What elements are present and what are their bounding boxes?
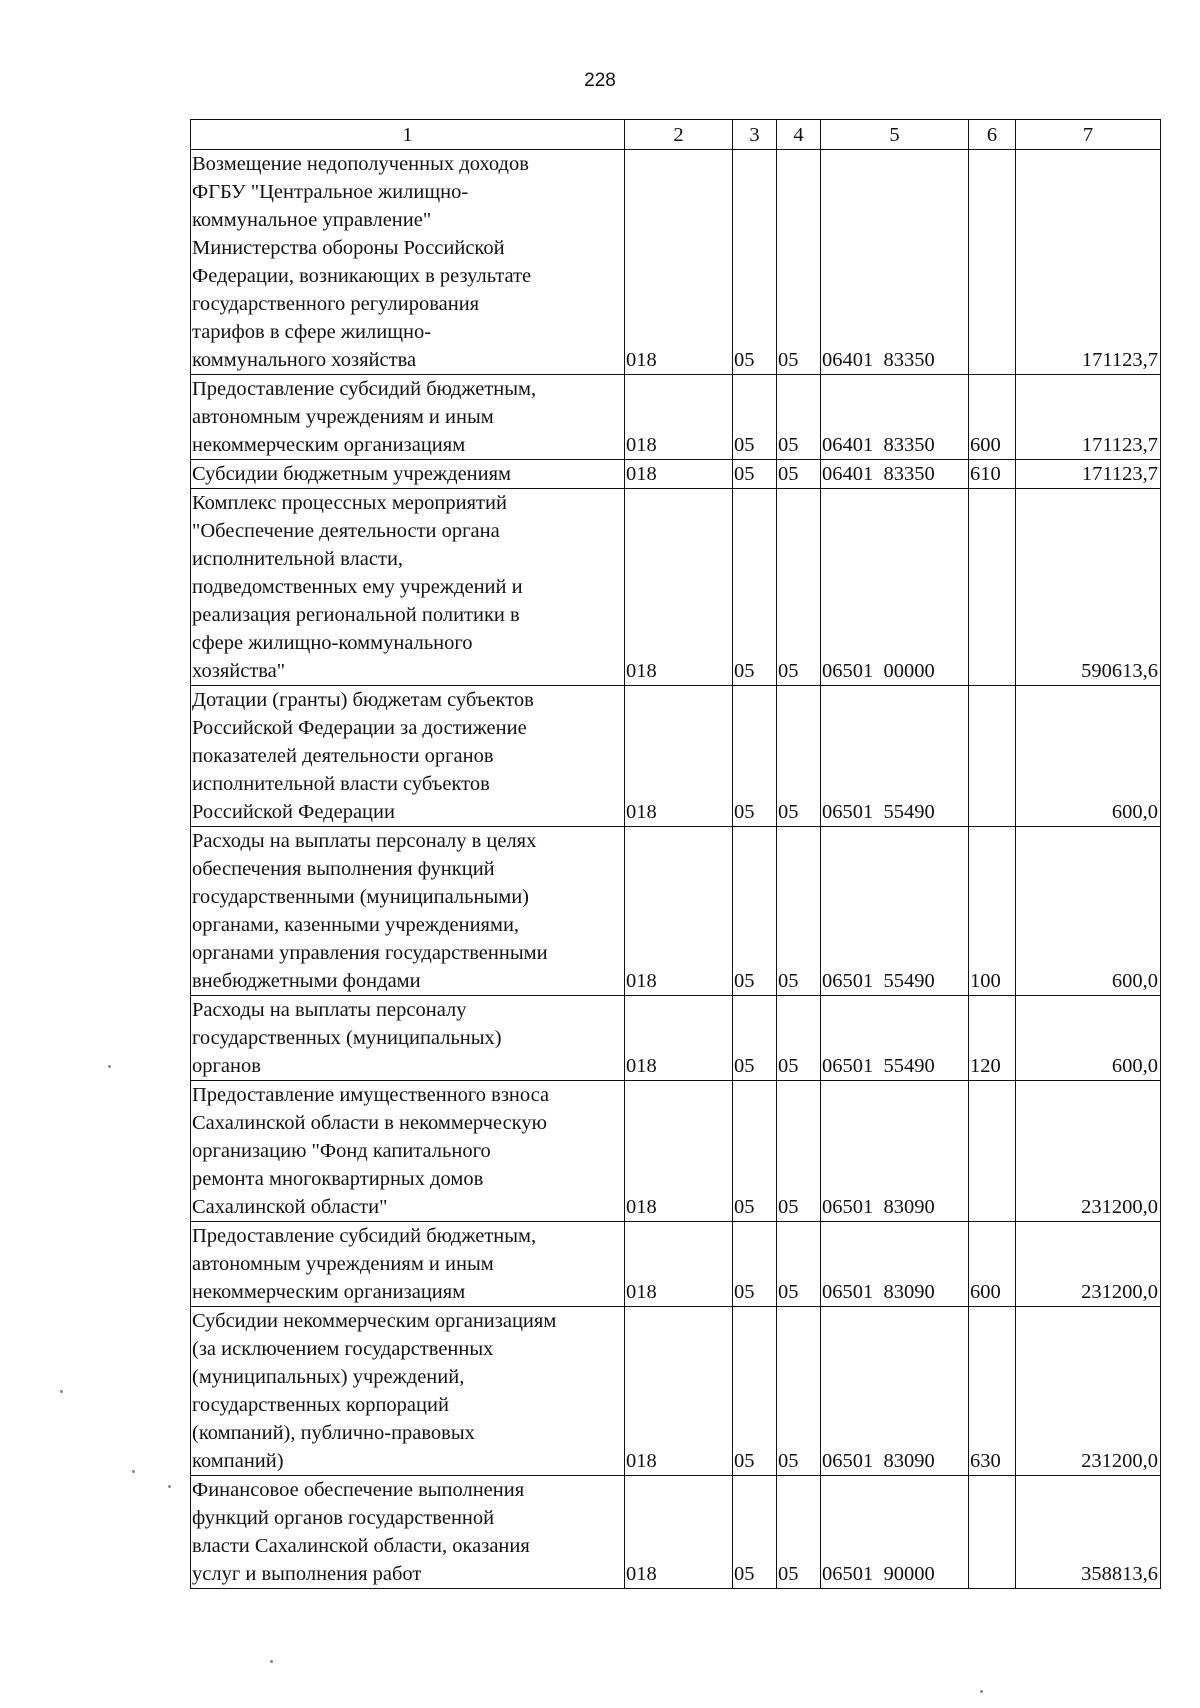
item-name-line: Возмещение недополученных доходов	[192, 153, 529, 175]
section-code-cell: 05	[733, 686, 777, 827]
item-name-line: (компаний), публично-правовых	[192, 1422, 475, 1444]
item-name-line: подведомственных ему учреждений и	[192, 576, 523, 598]
item-name-line: некоммерческим организациям	[192, 1281, 466, 1303]
item-name-cell	[191, 1476, 625, 1589]
header-cell: 7	[1016, 120, 1161, 150]
target-article-cell: 06501 00000	[821, 489, 969, 686]
table-row	[191, 996, 1161, 1081]
item-name-cell	[191, 460, 625, 489]
expense-type-cell	[969, 1476, 1016, 1589]
expense-type-cell	[969, 686, 1016, 827]
scan-speck	[270, 1660, 273, 1663]
section-code-cell: 05	[733, 1222, 777, 1307]
ministry-code-cell: 018	[625, 375, 733, 460]
item-name-cell	[191, 489, 625, 686]
section-code-cell: 05	[733, 1081, 777, 1222]
scan-speck	[980, 1690, 983, 1693]
item-name-line: власти Сахалинской области, оказания	[192, 1535, 530, 1557]
amount-cell: 600,0	[1016, 996, 1161, 1081]
item-name-line: Комплекс процессных мероприятий	[192, 492, 507, 514]
budget-table	[190, 119, 1161, 1589]
subsection-code-cell: 05	[777, 827, 821, 996]
header-row	[191, 120, 1161, 150]
item-name-line: Российской Федерации	[192, 801, 395, 823]
item-name-line: хозяйства"	[192, 660, 286, 682]
subsection-code-cell: 05	[777, 150, 821, 375]
item-name-cell	[191, 996, 625, 1081]
item-name-line: исполнительной власти субъектов	[192, 773, 490, 795]
item-name-line: органами управления государственными	[192, 942, 548, 964]
target-article-cell: 06501 55490	[821, 827, 969, 996]
expense-type-cell: 100	[969, 827, 1016, 996]
section-code-cell: 05	[733, 827, 777, 996]
subsection-code-cell: 05	[777, 686, 821, 827]
expense-type-cell: 610	[969, 460, 1016, 489]
item-name-line: компаний)	[192, 1450, 284, 1472]
target-article-cell: 06401 83350	[821, 150, 969, 375]
header-cell: 5	[821, 120, 969, 150]
target-article-cell: 06501 83090	[821, 1081, 969, 1222]
page-number: 228	[584, 70, 616, 91]
amount-cell: 231200,0	[1016, 1222, 1161, 1307]
scan-speck	[132, 1470, 135, 1473]
ministry-code-cell: 018	[625, 827, 733, 996]
table-row	[191, 460, 1161, 489]
item-name-cell	[191, 827, 625, 996]
subsection-code-cell: 05	[777, 1222, 821, 1307]
scan-speck	[60, 1390, 63, 1393]
section-code-cell: 05	[733, 460, 777, 489]
item-name-line: Субсидии некоммерческим организациям	[192, 1310, 557, 1332]
scan-speck	[168, 1485, 171, 1488]
item-name-line: органов	[192, 1055, 261, 1077]
expense-type-cell: 630	[969, 1307, 1016, 1476]
ministry-code-cell: 018	[625, 1307, 733, 1476]
item-name-line: Федерации, возникающих в результате	[192, 265, 532, 287]
item-name-cell	[191, 1081, 625, 1222]
item-name-cell	[191, 150, 625, 375]
subsection-code-cell: 05	[777, 460, 821, 489]
item-name-line: государственными (муниципальными)	[192, 886, 529, 908]
section-code-cell: 05	[733, 375, 777, 460]
item-name-line: "Обеспечение деятельности органа	[192, 520, 500, 542]
table-row	[191, 1476, 1161, 1589]
section-code-cell: 05	[733, 1476, 777, 1589]
header-cell: 3	[733, 120, 777, 150]
ministry-code-cell: 018	[625, 489, 733, 686]
table-row	[191, 827, 1161, 996]
item-name-line: исполнительной власти,	[192, 548, 404, 570]
section-code-cell: 05	[733, 150, 777, 375]
subsection-code-cell: 05	[777, 1081, 821, 1222]
header-cell: 4	[777, 120, 821, 150]
ministry-code-cell: 018	[625, 460, 733, 489]
item-name-line: Расходы на выплаты персоналу в целях	[192, 830, 537, 852]
subsection-code-cell: 05	[777, 1476, 821, 1589]
table-row	[191, 686, 1161, 827]
table-row	[191, 1081, 1161, 1222]
subsection-code-cell: 05	[777, 489, 821, 686]
target-article-cell: 06501 55490	[821, 996, 969, 1081]
header-cell: 1	[191, 120, 625, 150]
item-name-line: некоммерческим организациям	[192, 434, 466, 456]
item-name-cell	[191, 686, 625, 827]
item-name-line: (за исключением государственных	[192, 1338, 494, 1360]
table-row	[191, 1307, 1161, 1476]
item-name-line: показателей деятельности органов	[192, 745, 494, 767]
item-name-cell	[191, 1307, 625, 1476]
item-name-line: ремонта многоквартирных домов	[192, 1168, 484, 1190]
amount-cell: 358813,6	[1016, 1476, 1161, 1589]
amount-cell: 171123,7	[1016, 460, 1161, 489]
item-name-line: тарифов в сфере жилищно-	[192, 321, 432, 343]
item-name-line: Дотации (гранты) бюджетам субъектов	[192, 689, 534, 711]
expense-type-cell	[969, 150, 1016, 375]
item-name-line: Предоставление субсидий бюджетным,	[192, 1225, 537, 1247]
amount-cell: 231200,0	[1016, 1081, 1161, 1222]
subsection-code-cell: 05	[777, 375, 821, 460]
amount-cell: 600,0	[1016, 827, 1161, 996]
ministry-code-cell: 018	[625, 686, 733, 827]
section-code-cell: 05	[733, 489, 777, 686]
table-row	[191, 1222, 1161, 1307]
ministry-code-cell: 018	[625, 150, 733, 375]
item-name-line: услуг и выполнения работ	[192, 1563, 422, 1585]
item-name-line: коммунальное управление"	[192, 209, 432, 231]
item-name-line: органами, казенными учреждениями,	[192, 914, 520, 936]
amount-cell: 590613,6	[1016, 489, 1161, 686]
ministry-code-cell: 018	[625, 1081, 733, 1222]
target-article-cell: 06501 83090	[821, 1307, 969, 1476]
ministry-code-cell: 018	[625, 1476, 733, 1589]
item-name-line: Сахалинской области"	[192, 1196, 388, 1218]
item-name-line: Министерства обороны Российской	[192, 237, 505, 259]
expense-type-cell	[969, 1081, 1016, 1222]
target-article-cell: 06501 90000	[821, 1476, 969, 1589]
item-name-line: внебюджетными фондами	[192, 970, 421, 992]
item-name-cell	[191, 1222, 625, 1307]
item-name-line: реализация региональной политики в	[192, 604, 520, 626]
scan-speck	[108, 1065, 111, 1068]
item-name-line: функций органов государственной	[192, 1507, 495, 1529]
item-name-line: Сахалинской области в некоммерческую	[192, 1112, 547, 1134]
item-name-line: автономным учреждениям и иным	[192, 406, 494, 428]
item-name-line: Предоставление субсидий бюджетным,	[192, 378, 537, 400]
table-row	[191, 150, 1161, 375]
item-name-line: коммунального хозяйства	[192, 349, 417, 371]
section-code-cell: 05	[733, 1307, 777, 1476]
target-article-cell: 06501 83090	[821, 1222, 969, 1307]
item-name-line: ФГБУ "Центральное жилищно-	[192, 181, 469, 203]
subsection-code-cell: 05	[777, 996, 821, 1081]
section-code-cell: 05	[733, 996, 777, 1081]
item-name-line: сфере жилищно-коммунального	[192, 632, 473, 654]
item-name-line: организацию "Фонд капитального	[192, 1140, 491, 1162]
target-article-cell: 06501 55490	[821, 686, 969, 827]
item-name-line: Субсидии бюджетным учреждениям	[192, 463, 512, 485]
amount-cell: 600,0	[1016, 686, 1161, 827]
table-row	[191, 375, 1161, 460]
item-name-cell	[191, 375, 625, 460]
target-article-cell: 06401 83350	[821, 460, 969, 489]
ministry-code-cell: 018	[625, 1222, 733, 1307]
table-row	[191, 489, 1161, 686]
item-name-line: Предоставление имущественного взноса	[192, 1084, 550, 1106]
header-cell: 6	[969, 120, 1016, 150]
item-name-line: государственного регулирования	[192, 293, 480, 315]
expense-type-cell: 600	[969, 375, 1016, 460]
amount-cell: 171123,7	[1016, 150, 1161, 375]
ministry-code-cell: 018	[625, 996, 733, 1081]
item-name-line: Расходы на выплаты персоналу	[192, 999, 467, 1021]
header-cell: 2	[625, 120, 733, 150]
subsection-code-cell: 05	[777, 1307, 821, 1476]
expense-type-cell: 120	[969, 996, 1016, 1081]
item-name-line: государственных (муниципальных)	[192, 1027, 502, 1049]
item-name-line: Финансовое обеспечение выполнения	[192, 1479, 525, 1501]
item-name-line: государственных корпораций	[192, 1394, 449, 1416]
amount-cell: 231200,0	[1016, 1307, 1161, 1476]
amount-cell: 171123,7	[1016, 375, 1161, 460]
item-name-line: обеспечения выполнения функций	[192, 858, 495, 880]
expense-type-cell	[969, 489, 1016, 686]
target-article-cell: 06401 83350	[821, 375, 969, 460]
expense-type-cell: 600	[969, 1222, 1016, 1307]
item-name-line: Российской Федерации за достижение	[192, 717, 527, 739]
item-name-line: (муниципальных) учреждений,	[192, 1366, 465, 1388]
item-name-line: автономным учреждениям и иным	[192, 1253, 494, 1275]
